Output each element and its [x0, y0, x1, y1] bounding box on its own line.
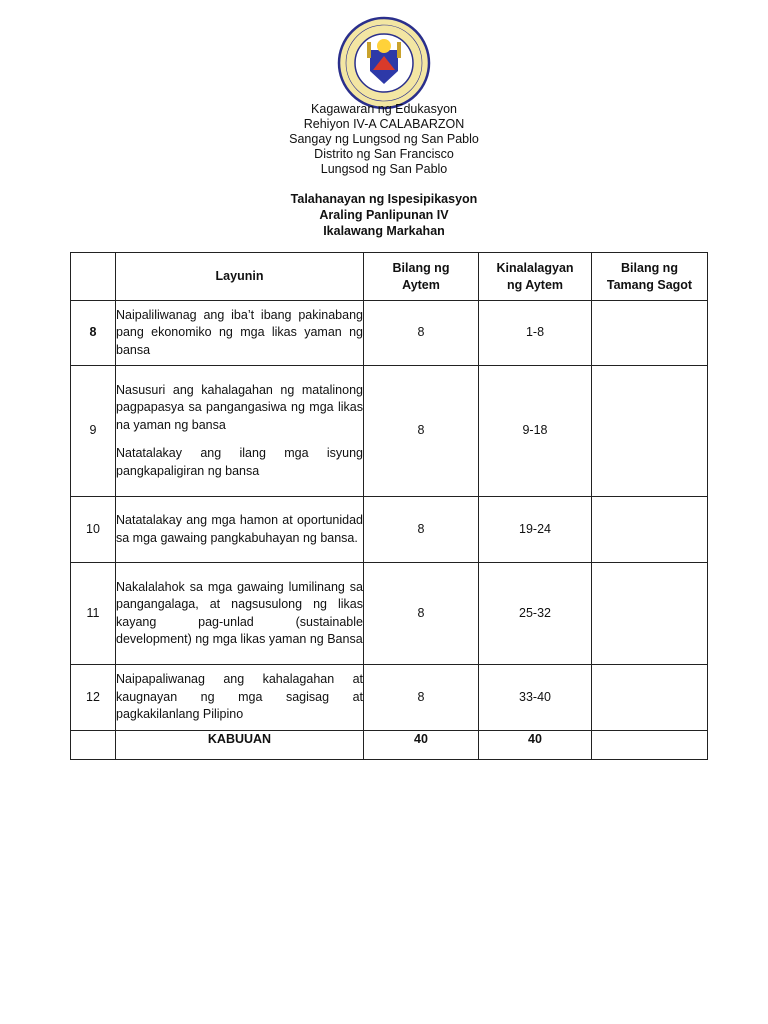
header-item-placement: Kinalalagyan ng Aytem — [479, 253, 592, 301]
agency-header — [0, 102, 768, 177]
table-row — [71, 665, 708, 731]
header-number — [71, 253, 116, 301]
row-item-placement: 25-32 — [479, 563, 592, 665]
row-objective: Nakalalahok sa mga gawaing lumilinang sa pangangalaga, at nagsusulong ng likas kayang pag-unlad (sustainable development) ng mga likas yaman ng Bansa — [116, 563, 364, 665]
total-item-placement: 40 — [479, 731, 592, 760]
table-row — [71, 366, 708, 497]
row-item-placement: 1-8 — [479, 301, 592, 366]
row-objective: Nasusuri ang kahalagahan ng matalinong pagpapasya sa pangangasiwa ng mga likas na yaman ng bansa Natatalakay ang ilang mga isyung pangkapaligiran ng bansa — [116, 366, 364, 497]
row-item-count: 8 — [364, 563, 479, 665]
row-item-placement: 9-18 — [479, 366, 592, 497]
header-correct-answers: Bilang ng Tamang Sagot — [592, 253, 708, 301]
row-item-placement: 33-40 — [479, 665, 592, 731]
row-number: 9 — [71, 366, 116, 497]
title-quarter: Ikalawang Markahan — [323, 224, 445, 238]
total-label: KABUUAN — [116, 731, 364, 760]
row-item-count: 8 — [364, 497, 479, 563]
header-objective: Layunin — [116, 253, 364, 301]
table-row — [71, 497, 708, 563]
header-city: Lungsod ng San Pablo — [320, 162, 448, 176]
row-objective: Naipaliliwanag ang iba’t ibang pakinabang pang ekonomiko ng mga likas yaman ng bansa — [116, 301, 364, 366]
row-item-count: 8 — [364, 366, 479, 497]
title-subject: Araling Panlipunan IV — [319, 208, 449, 222]
table-row — [71, 563, 708, 665]
table-total-row — [71, 731, 708, 760]
total-number-cell — [71, 731, 116, 760]
total-correct-answers — [592, 731, 708, 760]
row-correct-answers — [592, 366, 708, 497]
table-header-row — [71, 253, 708, 301]
row-correct-answers — [592, 301, 708, 366]
row-number: 10 — [71, 497, 116, 563]
row-correct-answers — [592, 497, 708, 563]
header-department: Kagawaran ng Edukasyon — [311, 102, 457, 116]
header-district: Distrito ng San Francisco — [314, 147, 454, 161]
row-number: 8 — [71, 301, 116, 366]
row-item-count: 8 — [364, 665, 479, 731]
header-item-count: Bilang ng Aytem — [364, 253, 479, 301]
row-item-placement: 19-24 — [479, 497, 592, 563]
row-objective: Naipapaliwanag ang kahalagahan at kaugnayan ng mga sagisag at pagkakilanlang Pilipino — [116, 665, 364, 731]
table-row — [71, 301, 708, 366]
row-number: 12 — [71, 665, 116, 731]
deped-seal-logo — [337, 16, 431, 110]
header-division: Sangay ng Lungsod ng San Pablo — [289, 132, 479, 146]
row-correct-answers — [592, 665, 708, 731]
row-item-count: 8 — [364, 301, 479, 366]
document-title — [0, 191, 768, 239]
title-main: Talahanayan ng Ispesipikasyon — [290, 192, 478, 206]
total-item-count: 40 — [364, 731, 479, 760]
row-correct-answers — [592, 563, 708, 665]
specification-table — [70, 252, 708, 760]
row-number: 11 — [71, 563, 116, 665]
header-region: Rehiyon IV-A CALABARZON — [303, 117, 465, 131]
row-objective: Natatalakay ang mga hamon at oportunidad sa mga gawaing pangkabuhayan ng bansa. — [116, 497, 364, 563]
